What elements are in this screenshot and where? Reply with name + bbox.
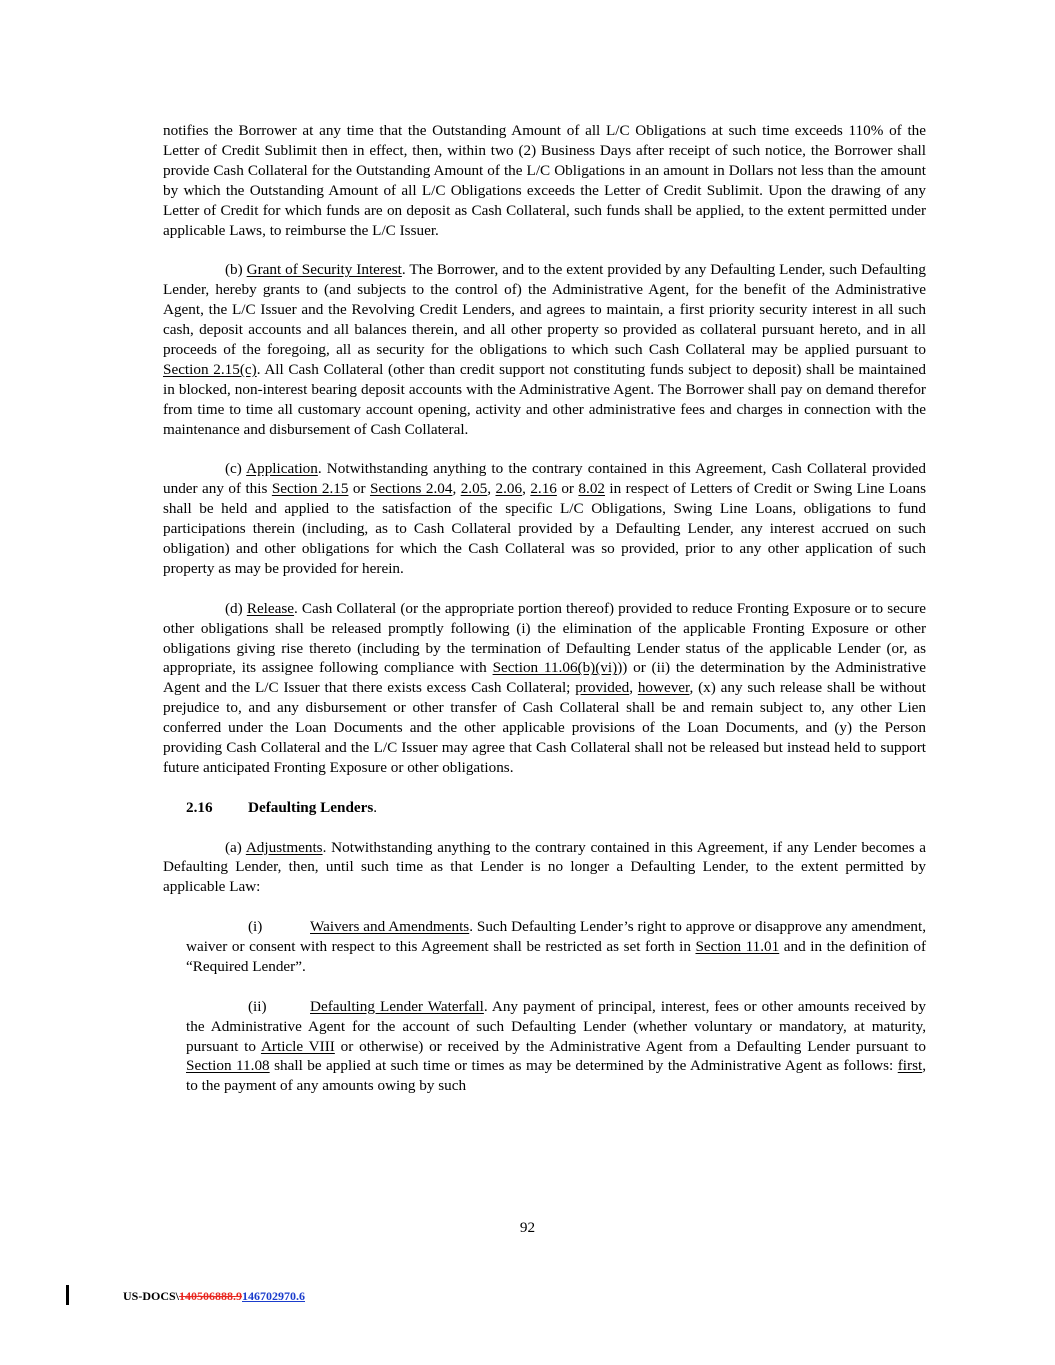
text-run: . Notwithstanding anything to the contrary contained in this Agreement, Cash Collateral provided under any of this	[163, 460, 926, 498]
cross-reference: Release	[246, 599, 295, 617]
text-run: notifies the Borrower at any time that the Outstanding Amount of all L/C Obligations at such time exceeds 110% of the Letter of Credit Sublimit then in effect, then, within two (2) Business Days after receipt of such notice, the Borrower shall provide Cash Collateral for the Outstanding Amount of the L/C Obligations in an amount in Dollars not less than the amount by which the Outstanding Amount of all L/C Obligations exceeds the Letter of Credit Sublimit. Upon the drawing of any Letter of Credit for which funds are on deposit as Cash Collateral, such funds shall be applied, to the extent permitted under applicable Laws, to reimburse the L/C Issuer.	[163, 122, 926, 239]
cross-reference: Section 11.01	[695, 938, 780, 956]
text-run: . Cash Collateral (or the appropriate portion thereof) provided to reduce Fronting Exposure or to secure other obligations shall be released promptly following (i) the elimination of the applicable Fronting Exposure or other obligations giving rise thereto (including by the termination of Defaulting Lender status of the applicable Lender (or, as appropriate, its assignee following compliance with	[163, 599, 926, 677]
paragraph-defaulting-lender-waterfall	[186, 997, 926, 1097]
paragraph-release	[163, 599, 926, 778]
text-run: shall be applied at such time or times as may be determined by the Administrative Agent as follows:	[269, 1057, 898, 1075]
cross-reference: Grant of Security Interest	[246, 261, 402, 279]
text-run: or otherwise) or received by the Administrative Agent from a Defaulting Lender pursuant to	[334, 1037, 926, 1055]
cross-reference: Section 2.15(c)	[163, 360, 257, 378]
text-run: (a)	[225, 838, 246, 856]
text-run: (c)	[225, 460, 247, 478]
cross-reference: provided	[575, 679, 630, 697]
cross-reference: first	[897, 1057, 923, 1075]
paragraph-grant-of-security-interest	[163, 260, 926, 439]
text-run: (b)	[225, 261, 247, 279]
change-bar	[66, 1285, 69, 1305]
text-run: (d)	[225, 599, 247, 617]
clause-label: (ii)	[248, 997, 267, 1015]
cross-reference: Section 11.06(b)(vi)	[492, 659, 618, 677]
paragraph-application	[163, 459, 926, 578]
cross-reference: Application	[246, 460, 318, 478]
document-id-prefix: US-DOCS\	[123, 1289, 180, 1303]
document-body	[163, 121, 926, 1116]
text-run: , to the payment of any amounts owing by such	[186, 1057, 926, 1095]
cross-reference: Adjustments	[245, 838, 323, 856]
cross-reference: Section 2.15	[271, 480, 349, 498]
section-title-period: .	[373, 798, 378, 816]
text-run: , (x) any such release shall be without prejudice to, and any disbursement or other transfer of Cash Collateral shall be and remain subject to, any other Lien conferred under the Loan Documents and the other applicable provisions of the Loan Documents, and (y) the Person providing Cash Collateral and the L/C Issuer may agree that Cash Collateral shall not be released but instead held to support future anticipated Fronting Exposure or other obligations.	[163, 679, 926, 776]
text-run: or	[348, 480, 370, 498]
text-run: )) or (ii) the determination by the Administrative Agent and the L/C Issuer that there exists excess Cash Collateral;	[163, 659, 926, 697]
text-run: ,	[522, 480, 531, 498]
cross-reference: Article VIII	[260, 1037, 335, 1055]
text-run: . Any payment of principal, interest, fees or other amounts received by the Administrative Agent for the account of such Defaulting Lender (whether voluntary or mandatory, at maturity, pursuant to	[186, 997, 926, 1055]
text-run: ,	[629, 679, 638, 697]
text-run: ,	[487, 480, 496, 498]
section-title: Defaulting Lenders	[248, 798, 374, 816]
text-run: . Notwithstanding anything to the contrary contained in this Agreement, if any Lender becomes a Defaulting Lender, then, until such time as that Lender is no longer a Defaulting Lender, to the extent permitted by applicable Law:	[163, 838, 926, 896]
text-run: . All Cash Collateral (other than credit support not constituting funds subject to deposit) shall be maintained in blocked, non-interest bearing deposit accounts with the Administrative Agent. The Borrower shall pay on demand therefor from time to time all customary account opening, activity and other administrative fees and charges in connection with the maintenance and disbursement of Cash Collateral.	[163, 360, 926, 438]
section-heading	[186, 798, 926, 818]
clause-label: (i)	[248, 918, 263, 936]
text-run: . The Borrower, and to the extent provided by any Defaulting Lender, such Defaulting Lender, hereby grants to (and subjects to the control of) the Administrative Agent, for the benefit of the Administrative Agent, the L/C Issuer and the Revolving Credit Lenders, and agrees to maintain, a first priority security interest in all such cash, deposit accounts and all balances therein, and all other property so provided as collateral pursuant hereto, and in all proceeds of the foregoing, all as security for the obligations to which such Cash Collateral may be applied pursuant to	[163, 261, 926, 358]
text-run: . Such Defaulting Lender’s right to approve or disapprove any amendment, waiver or consent with respect to this Agreement shall be restricted as set forth in	[186, 918, 926, 956]
text-run: ,	[452, 480, 461, 498]
cross-reference: however	[637, 679, 690, 697]
cross-reference: Sections 2.04	[369, 480, 453, 498]
paragraph-waivers-and-amendments	[186, 917, 926, 977]
text-run: and in the definition of “Required Lender”.	[186, 938, 927, 975]
cross-reference: 2.05	[460, 480, 488, 498]
document-id-deleted: 140506888.9	[179, 1289, 243, 1303]
section-number: 2.16	[186, 798, 213, 816]
cross-reference: 2.06	[495, 480, 523, 498]
cross-reference: Section 11.08	[186, 1057, 270, 1075]
cross-reference: 2.16	[530, 480, 557, 498]
page-number: 92	[519, 1219, 536, 1236]
document-id	[123, 1288, 305, 1304]
text-run: or	[556, 480, 579, 498]
cross-reference: 8.02	[578, 480, 605, 498]
paragraph-cash-collateral-continuation	[163, 121, 926, 240]
document-id-inserted: 146702970.6	[242, 1289, 306, 1303]
cross-reference: Waivers and Amendments	[310, 918, 470, 936]
paragraph-adjustments	[163, 838, 926, 898]
cross-reference: Defaulting Lender Waterfall	[310, 997, 484, 1015]
text-run: in respect of Letters of Credit or Swing Line Loans shall be held and applied to the satisfaction of the specific L/C Obligations, Swing Line Loans, obligations to fund participations therein (including, as to Cash Collateral provided by a Defaulting Lender, any interest accrued on such obligation) and other obligations for which the Cash Collateral was so provided, prior to any other application of such property as may be provided for herein.	[163, 480, 927, 577]
